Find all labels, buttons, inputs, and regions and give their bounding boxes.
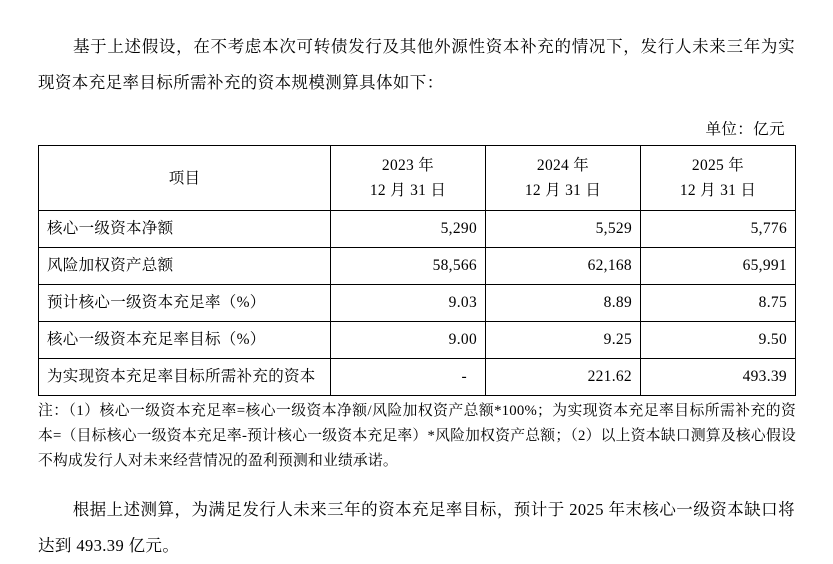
- row-value-2023: 5,290: [331, 211, 486, 248]
- table-header-row: [39, 146, 796, 211]
- header-2025-line1: 2025 年: [691, 157, 745, 174]
- row-value-2024: 62,168: [486, 248, 641, 285]
- row-label: 为实现资本充足率目标所需补充的资本: [39, 359, 331, 396]
- row-value-2023: 9.03: [331, 285, 486, 322]
- table-body: [39, 211, 796, 396]
- conclusion-paragraph: [38, 492, 795, 564]
- header-cell-2024: [486, 146, 641, 211]
- row-label: 预计核心一级资本充足率（%）: [39, 285, 331, 322]
- row-value-2024: 9.25: [486, 322, 641, 359]
- row-label: 风险加权资产总额: [39, 248, 331, 285]
- table-note: 注：（1）核心一级资本充足率=核心一级资本净额/风险加权资产总额*100%；为实现资本充足率目标所需补充的资本=（目标核心一级资本充足率-预计核心一级资本充足率）*风险加权资产总额；（2）以上资本缺口测算及核心假设不构成发行人对未来经营情况的盈利预测和业绩承诺。: [38, 403, 796, 469]
- unit-label: 单位：亿元: [705, 121, 785, 138]
- table-row: [39, 248, 796, 285]
- row-value-2025: 9.50: [641, 322, 796, 359]
- row-label: 核心一级资本净额: [39, 211, 331, 248]
- row-value-2025: 493.39: [641, 359, 796, 396]
- table-row: [39, 359, 796, 396]
- capital-gap-table: [38, 145, 796, 396]
- header-2023-line2: 12 月 31 日: [369, 182, 447, 199]
- row-value-2025: 5,776: [641, 211, 796, 248]
- row-value-2024: 5,529: [486, 211, 641, 248]
- header-2023-line1: 2023 年: [381, 157, 435, 174]
- header-2024-line2: 12 月 31 日: [524, 182, 602, 199]
- row-value-2025: 65,991: [641, 248, 796, 285]
- row-value-2023: 9.00: [331, 322, 486, 359]
- table-header: [39, 146, 796, 211]
- row-value-2025: 8.75: [641, 285, 796, 322]
- row-value-2023: -: [331, 359, 486, 396]
- conclusion-paragraph-text: 根据上述测算，为满足发行人未来三年的资本充足率目标，预计于 2025 年末核心一级资本缺口将达到 493.39 亿元。: [38, 500, 795, 555]
- row-value-2023: 58,566: [331, 248, 486, 285]
- header-2024-line1: 2024 年: [536, 157, 590, 174]
- row-label: 核心一级资本充足率目标（%）: [39, 322, 331, 359]
- header-cell-item: [39, 146, 331, 211]
- header-cell-2023: [331, 146, 486, 211]
- table-row: [39, 285, 796, 322]
- header-2025-line2: 12 月 31 日: [679, 182, 757, 199]
- table-row: [39, 211, 796, 248]
- row-value-2024: 8.89: [486, 285, 641, 322]
- header-item-line1: 项目: [168, 169, 201, 187]
- header-cell-2025: [641, 146, 796, 211]
- intro-paragraph: [38, 29, 795, 101]
- intro-paragraph-text: 基于上述假设，在不考虑本次可转债发行及其他外源性资本补充的情况下，发行人未来三年为实现资本充足率目标所需补充的资本规模测算具体如下：: [38, 36, 795, 92]
- row-value-2024: 221.62: [486, 359, 641, 396]
- table-row: [39, 322, 796, 359]
